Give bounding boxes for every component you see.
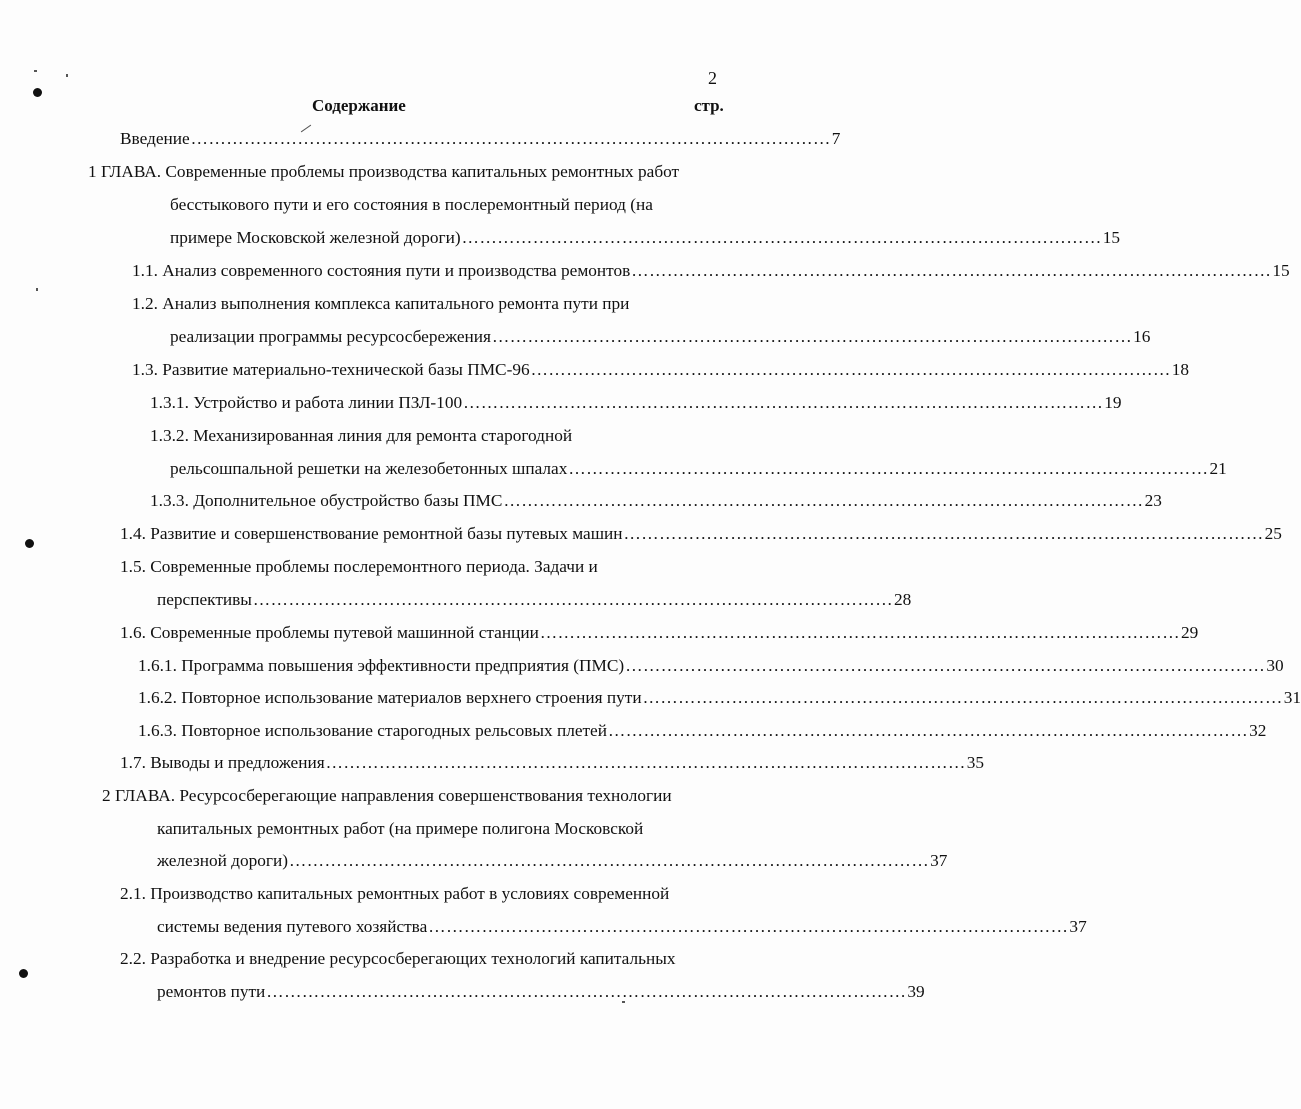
leader-dots: ……………………………………………………………………………………………… xyxy=(491,327,1133,346)
toc-entry xyxy=(138,655,1284,677)
toc-entry-text: 2 ГЛАВА. Ресурсосберегающие направления совершенствования технологии xyxy=(102,786,672,805)
toc-entry-page: 21 xyxy=(1209,459,1227,478)
toc-entry-page: 37 xyxy=(1069,917,1087,936)
toc-entry xyxy=(157,916,1087,938)
leader-dots: ……………………………………………………………………………………………… xyxy=(631,261,1272,280)
toc-entry-page: 16 xyxy=(1133,327,1151,346)
leader-dots: ……………………………………………………………………………………………… xyxy=(568,459,1209,478)
toc-entry-text: примере Московской железной дороги) xyxy=(170,228,461,247)
toc-entry xyxy=(120,622,1199,644)
leader-dots: ……………………………………………………………………………………………… xyxy=(190,129,831,148)
toc-entry-text: капитальных ремонтных работ (на примере полигона Московской xyxy=(157,819,644,838)
toc-entry-text: реализации программы ресурсосбережения xyxy=(170,327,491,346)
leader-dots: ……………………………………………………………………………………………… xyxy=(539,623,1180,642)
leader-dots: ……………………………………………………………………………………………… xyxy=(463,393,1104,412)
scan-speck xyxy=(66,74,68,77)
toc-entry xyxy=(150,490,1162,512)
toc-entry-text: 1.6.2. Повторное использование материалов верхнего строения пути xyxy=(138,688,642,707)
toc-entry xyxy=(132,293,629,315)
toc-entry-page: 25 xyxy=(1264,524,1282,543)
toc-entry-text: 1.5. Современные проблемы послеремонтного периода. Задачи и xyxy=(120,557,598,576)
toc-entry-page: 29 xyxy=(1180,623,1199,642)
toc-entry-text: ремонтов пути xyxy=(157,982,266,1001)
toc-entry-text: 1.6.3. Повторное использование старогодных рельсовых плетей xyxy=(138,721,607,740)
toc-entry xyxy=(132,260,1290,282)
toc-entry-text: перспективы xyxy=(157,590,252,609)
toc-entry xyxy=(88,161,679,183)
toc-entry-text: 1.6. Современные проблемы путевой машинной станции xyxy=(120,623,539,642)
toc-title: Содержание xyxy=(312,96,406,115)
toc-entry-text: 1.4. Развитие и совершенствование ремонтной базы путевых машин xyxy=(120,524,623,543)
leader-dots: ……………………………………………………………………………………………… xyxy=(503,491,1144,510)
toc-entry-text: железной дороги) xyxy=(157,851,288,870)
toc-entry-page: 23 xyxy=(1144,491,1162,510)
binder-hole-mark xyxy=(25,539,34,548)
toc-entry-page: 7 xyxy=(831,129,841,148)
toc-entry-text: 1.1. Анализ современного состояния пути и производства ремонтов xyxy=(132,261,631,280)
toc-entry xyxy=(170,194,653,216)
toc-entry xyxy=(157,981,925,1003)
toc-entry xyxy=(150,425,572,447)
toc-entry-text: Введение xyxy=(120,129,190,148)
toc-entry xyxy=(120,948,676,970)
toc-entry xyxy=(138,720,1267,742)
toc-entry-page: 30 xyxy=(1266,656,1284,675)
leader-dots: ……………………………………………………………………………………………… xyxy=(461,228,1102,247)
toc-entry xyxy=(157,818,643,840)
toc-entry-text: 1.3.1. Устройство и работа линии ПЗЛ-100 xyxy=(150,393,463,412)
toc-entry-text: 1.3.2. Механизированная линия для ремонта старогодной xyxy=(150,426,573,445)
toc-entry-text: 1 ГЛАВА. Современные проблемы производства капитальных ремонтных работ xyxy=(88,162,680,181)
toc-entry-text: 1.3. Развитие материально-технической базы ПМС-96 xyxy=(132,360,530,379)
toc-entry xyxy=(120,523,1282,545)
leader-dots: ……………………………………………………………………………………………… xyxy=(252,590,894,609)
scan-speck xyxy=(36,288,38,291)
toc-entry-page: 19 xyxy=(1104,393,1122,412)
toc-entry-text: 2.1. Производство капитальных ремонтных работ в условиях современной xyxy=(120,884,670,903)
toc-entry-text: рельсошпальной решетки на железобетонных шпалах xyxy=(170,459,568,478)
toc-entry xyxy=(120,128,841,150)
leader-dots: ……………………………………………………………………………………………… xyxy=(642,688,1283,707)
page-number: 2 xyxy=(708,68,717,88)
toc-entry xyxy=(170,458,1227,480)
toc-entry-text: 1.3.3. Дополнительное обустройство базы ПМС xyxy=(150,491,503,510)
toc-entry xyxy=(157,850,948,872)
leader-dots: ……………………………………………………………………………………………… xyxy=(530,360,1171,379)
toc-entry-text: 1.7. Выводы и предложения xyxy=(120,753,325,772)
toc-entry xyxy=(120,752,985,774)
toc-entry xyxy=(157,589,912,611)
leader-dots: ……………………………………………………………………………………………… xyxy=(623,524,1264,543)
toc-entry-page: 18 xyxy=(1171,360,1190,379)
toc-entry xyxy=(120,556,598,578)
toc-entry xyxy=(170,326,1151,348)
toc-entry-page: 39 xyxy=(907,982,925,1001)
toc-entry-text: системы ведения путевого хозяйства xyxy=(157,917,428,936)
toc-entry-text: 2.2. Разработка и внедрение ресурсосберегающих технологий капитальных xyxy=(120,949,676,968)
toc-entry-text: 1.2. Анализ выполнения комплекса капитального ремонта пути при xyxy=(132,294,630,313)
toc-entry xyxy=(138,687,1301,709)
toc-entry-page: 15 xyxy=(1272,261,1290,280)
leader-dots: ……………………………………………………………………………………………… xyxy=(428,917,1069,936)
toc-entry-page: 15 xyxy=(1102,228,1121,247)
toc-entry-page: 35 xyxy=(966,753,985,772)
page-column-label: стр. xyxy=(694,96,724,115)
scan-speck xyxy=(34,70,37,72)
leader-dots: ……………………………………………………………………………………………… xyxy=(288,851,930,870)
toc-entry-page: 31 xyxy=(1283,688,1301,707)
binder-hole-mark xyxy=(33,88,42,97)
toc-entry xyxy=(170,227,1121,249)
toc-entry xyxy=(132,359,1190,381)
binder-hole-mark xyxy=(19,969,28,978)
toc-entry xyxy=(150,392,1122,414)
toc-entry-page: 28 xyxy=(894,590,912,609)
leader-dots: ……………………………………………………………………………………………… xyxy=(325,753,966,772)
leader-dots: ……………………………………………………………………………………………… xyxy=(266,982,907,1001)
toc-entry-text: бесстыкового пути и его состояния в послеремонтный период (на xyxy=(170,195,653,214)
leader-dots: ……………………………………………………………………………………………… xyxy=(607,721,1249,740)
toc-entry xyxy=(120,883,669,905)
toc-entry-text: 1.6.1. Программа повышения эффективности предприятия (ПМС) xyxy=(138,656,625,675)
toc-entry xyxy=(102,785,672,807)
toc-entry-page: 37 xyxy=(930,851,948,870)
toc-entry-page: 32 xyxy=(1249,721,1267,740)
leader-dots: ……………………………………………………………………………………………… xyxy=(625,656,1266,675)
